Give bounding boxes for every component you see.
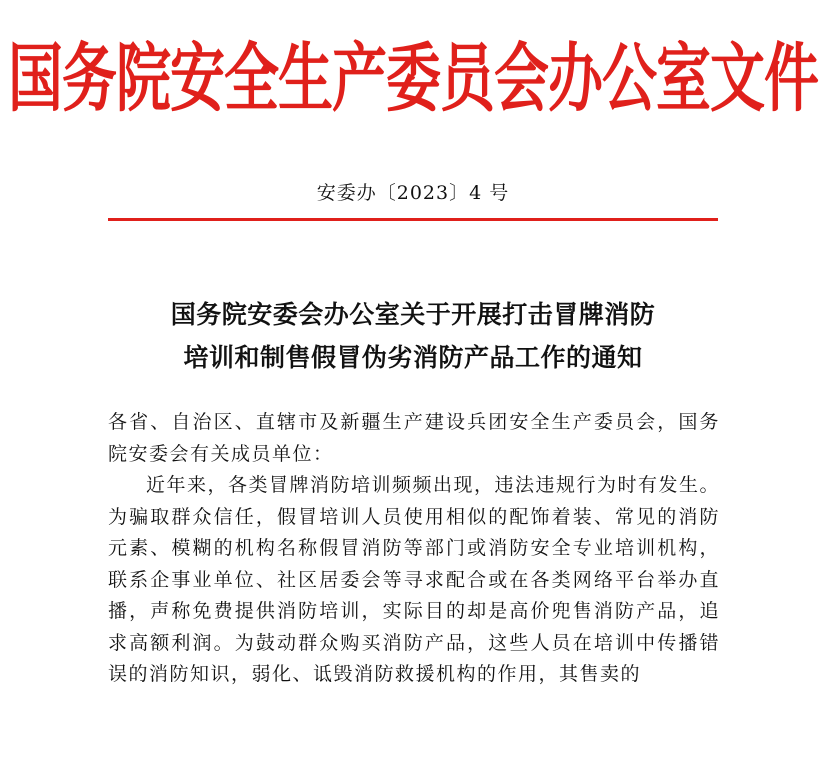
body-paragraph: 近年来，各类冒牌消防培训频频出现，违法违规行为时有发生。为骗取群众信任，假冒培训人员使用相似的配饰着装、常见的消防元素、模糊的机构名称假冒消防等部门或消防安全专业培训机构，联系企事业单位、社区居委会等寻求配合或在各类网络平台举办直播，声称免费提供消防培训，实际目的却是高价兜售消防产品，追求高额利润。为鼓动群众购买消防产品，这些人员在培训中传播错误的消防知识，弱化、诋毁消防救援机构的作用，其售卖的	[108, 474, 721, 685]
title-line-1: 国务院安委会办公室关于开展打击冒牌消防	[170, 300, 656, 329]
document-body	[108, 407, 720, 691]
title-line-2: 培训和制售假冒伪劣消防产品工作的通知	[183, 343, 643, 372]
addressee: 各省、自治区、直辖市及新疆生产建设兵团安全生产委员会，国务院安委会有关成员单位：	[108, 411, 720, 465]
issuer-header: 国务院安全生产委员会办公室文件	[7, 35, 818, 122]
document-title	[0, 293, 826, 379]
document-number: 安委办〔2023〕4 号	[316, 182, 510, 204]
red-divider-line	[108, 218, 718, 221]
